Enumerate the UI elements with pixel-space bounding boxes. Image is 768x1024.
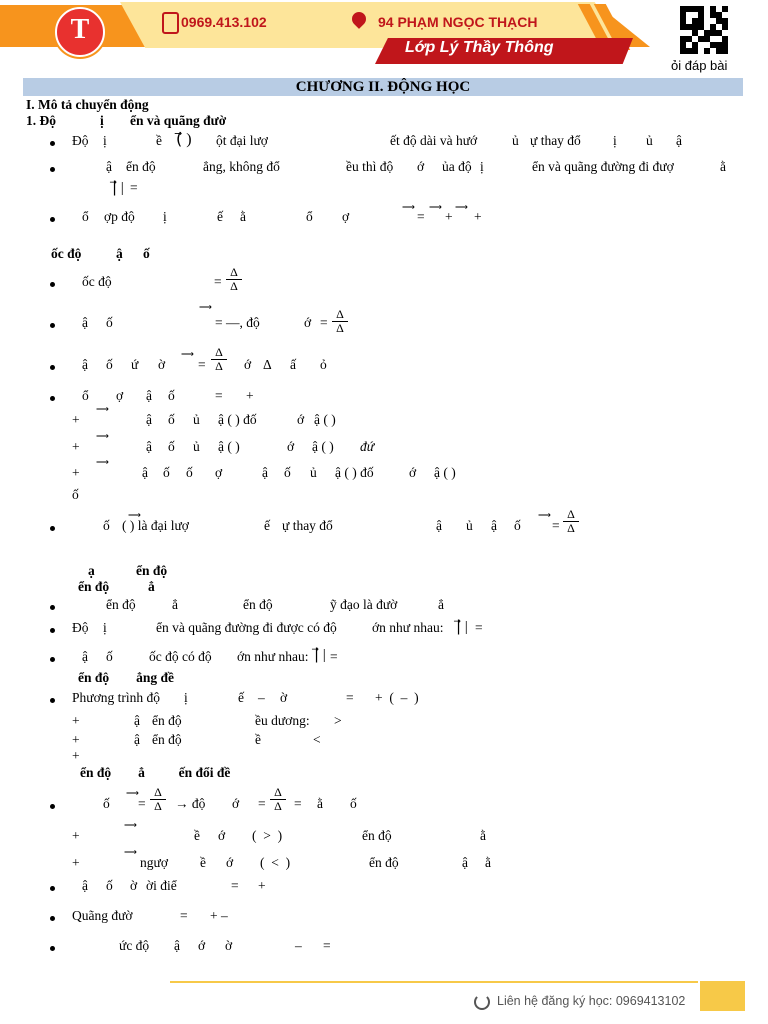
vector-arrow: ⟶ (96, 431, 109, 441)
subsection-heading: ển độ ẳ ến đổi đề (80, 765, 231, 780)
text-fragment: < (313, 732, 321, 747)
text-fragment: Δ (263, 357, 272, 372)
text-fragment: ủ (466, 518, 473, 533)
text-fragment: = (346, 690, 354, 705)
bullet-icon (50, 141, 55, 146)
vector-arrow: ⟶ (402, 202, 415, 212)
text-fragment: + (258, 878, 266, 893)
text-fragment: – (295, 938, 302, 953)
fraction: $\frac{\Delta}{\Delta}$ (563, 508, 579, 535)
text-fragment: ậ (436, 518, 442, 533)
text-fragment: ( ) là đại lượ (122, 518, 189, 533)
text-fragment: ờ (130, 878, 138, 893)
text-fragment: ậ ( ) đố (218, 412, 257, 427)
text-fragment: ị (103, 620, 107, 635)
phone-icon (162, 12, 179, 34)
text-fragment: ức độ (119, 938, 150, 953)
fraction: $\frac{\Delta}{\Delta}$ (211, 346, 227, 373)
text-fragment: ờ (225, 938, 233, 953)
text-fragment: ố (103, 796, 110, 811)
text-fragment: = (214, 274, 222, 289)
text-fragment: = (323, 938, 331, 953)
text-fragment: ấ (290, 357, 296, 372)
text-fragment: ớ (304, 315, 312, 330)
text-fragment: ( > ) (252, 828, 283, 843)
text-fragment: ủ (193, 439, 200, 454)
text-fragment: ời điể (146, 878, 177, 893)
text-fragment: ờ (280, 690, 288, 705)
bullet-icon (50, 323, 55, 328)
text-fragment: ị (184, 690, 188, 705)
text-fragment: + (72, 855, 80, 870)
text-fragment: + (72, 713, 80, 728)
subsection-heading: ạ (88, 563, 95, 578)
text-fragment: ậ ( ) (314, 412, 336, 427)
text-fragment: ột đại lượ (216, 133, 268, 148)
text-fragment: ậ ( ) (312, 439, 334, 454)
text-fragment: + (72, 439, 80, 454)
text-fragment: ậ ( ) (218, 439, 240, 454)
bullet-icon (50, 167, 55, 172)
bullet-icon (50, 946, 55, 951)
text-fragment: Độ (72, 620, 89, 635)
page-header (0, 0, 768, 80)
qr-caption: ỏi đáp bài (671, 58, 728, 73)
text-fragment: + (72, 828, 80, 843)
text-fragment: ậ (134, 732, 140, 747)
text-fragment: = (180, 908, 188, 923)
text-fragment: ỏ (320, 357, 327, 372)
text-fragment: ớ (218, 828, 226, 843)
text-fragment: ậ (82, 878, 88, 893)
text-fragment: ớ (417, 159, 425, 174)
text-fragment: ẳ (172, 597, 178, 612)
text-fragment: ớn như nhau: (237, 649, 309, 664)
text-fragment: ờ (158, 357, 166, 372)
subsection-heading: ố (143, 246, 150, 261)
text-fragment: ủ (193, 412, 200, 427)
text-fragment: ớ (297, 412, 305, 427)
text-fragment: ị (480, 159, 484, 174)
text-fragment: ợp độ (104, 209, 135, 224)
phone-icon (474, 994, 490, 1010)
text-fragment: ề (200, 855, 206, 870)
text-fragment: ế (264, 518, 270, 533)
bullet-icon (50, 217, 55, 222)
text-fragment: = (330, 649, 338, 664)
text-fragment: ố (106, 357, 113, 372)
bullet-icon (50, 886, 55, 891)
subsection-heading: ển độ ẳng đề (78, 670, 175, 685)
vector-bracket: (⃗ ) (176, 131, 192, 148)
text-fragment: ề (194, 828, 200, 843)
qr-code-icon[interactable] (680, 6, 728, 54)
brand-logo: T (55, 7, 105, 57)
text-fragment: ển độ (362, 828, 392, 843)
text-fragment: ớ (232, 796, 240, 811)
text-fragment: ậ (462, 855, 468, 870)
text-fragment: ố (163, 465, 170, 480)
text-fragment: ( < ) (260, 855, 291, 870)
text-fragment: ỹ đạo là đườ (330, 597, 398, 612)
text-fragment: ớ (226, 855, 234, 870)
text-fragment: ự thay đổ (282, 518, 333, 533)
text-fragment: ậ (106, 159, 112, 174)
text-fragment: ố (186, 465, 193, 480)
text-fragment: ế (238, 690, 244, 705)
text-fragment: + (72, 412, 80, 427)
text-fragment: ị (613, 133, 617, 148)
text-fragment: ậ ( ) (434, 465, 456, 480)
text-fragment: ợ (342, 209, 350, 224)
text-fragment: ngượ (140, 855, 168, 870)
text-fragment: = —, độ (215, 315, 260, 330)
text-fragment: ố (103, 518, 110, 533)
text-fragment: = (552, 518, 560, 533)
text-fragment: ậ (142, 465, 148, 480)
text-fragment: ốc độ (82, 274, 112, 289)
text-fragment: ển và quãng đường đi đượ (532, 159, 674, 174)
text-fragment: ề (255, 732, 261, 747)
text-fragment: ị (163, 209, 167, 224)
text-fragment: = (294, 796, 302, 811)
text-fragment: ớ (287, 439, 295, 454)
text-fragment: ố (514, 518, 521, 533)
vector-arrow: ⟶ (96, 457, 109, 467)
subsection-heading: ẳ (148, 579, 155, 594)
text-fragment: ủ (310, 465, 317, 480)
text-fragment: Quãng đườ (72, 908, 133, 923)
bullet-icon (50, 365, 55, 370)
text-fragment: ậ (676, 133, 682, 148)
text-fragment: = (138, 796, 146, 811)
text-fragment: ẳ (438, 597, 444, 612)
fraction: $\frac{\Delta}{\Delta}$ (226, 266, 242, 293)
fraction: $\frac{\Delta}{\Delta}$ (332, 308, 348, 335)
text-fragment: ố (106, 315, 113, 330)
bullet-icon (50, 628, 55, 633)
footer-accent-block (700, 981, 745, 1011)
text-fragment: ố (284, 465, 291, 480)
text-fragment: ều thì độ (346, 159, 394, 174)
footer-divider (170, 981, 698, 983)
text-fragment: ậ (262, 465, 268, 480)
text-fragment: ợ (215, 465, 223, 480)
text-fragment: ết độ dài và hướ (390, 133, 478, 148)
text-fragment: ẳng, không đổ (203, 159, 280, 174)
text-fragment: ằ (480, 828, 486, 843)
text-fragment: ển độ (106, 597, 136, 612)
text-fragment: + (445, 209, 453, 224)
text-fragment: ợ (116, 388, 124, 403)
bullet-icon (50, 698, 55, 703)
text-fragment: + (474, 209, 482, 224)
section-heading: I. Mô tả chuyển động (26, 97, 149, 112)
text-fragment: = (320, 315, 328, 330)
text-fragment: ốc độ có độ (149, 649, 212, 664)
text-fragment: ậ (82, 315, 88, 330)
text-fragment: ế (217, 209, 223, 224)
footer-contact: Liên hệ đăng ký học: 0969413102 (497, 994, 686, 1008)
vector-arrow: ⟶ (128, 510, 141, 520)
vector-arrow: ⟶ (538, 510, 551, 520)
vector-magnitude: |⃗ | (456, 619, 468, 635)
header-address: 94 PHẠM NGỌC THẠCH (378, 14, 538, 30)
text-fragment: ển độ (243, 597, 273, 612)
text-fragment: ị (103, 133, 107, 148)
header-phone: 0969.413.102 (181, 14, 267, 30)
chapter-title: CHƯƠNG II. ĐỘNG HỌC (295, 79, 471, 95)
text-fragment: ển và quãng đường đi được có độ (156, 620, 337, 635)
text-fragment: > (334, 713, 342, 728)
text-fragment: ủ (512, 133, 519, 148)
chapter-title-bar (23, 78, 743, 96)
text-fragment: ển độ (152, 713, 182, 728)
text-fragment: Phương trình độ (72, 690, 160, 705)
text-fragment: đứ (360, 439, 375, 454)
text-fragment: ằ (317, 796, 323, 811)
text-fragment: ự thay đổ (530, 133, 581, 148)
text-fragment: ố (72, 487, 79, 502)
text-fragment: ậ (174, 938, 180, 953)
vector-arrow: ⟶ (429, 202, 442, 212)
bullet-icon (50, 605, 55, 610)
text-fragment: = (198, 357, 206, 372)
text-fragment: ề (156, 133, 162, 148)
text-fragment: ậ (146, 388, 152, 403)
fraction: $\frac{\Delta}{\Delta}$ (270, 786, 286, 813)
bullet-icon (50, 526, 55, 531)
subsection-heading: ển độ (78, 579, 110, 594)
text-fragment: ố (168, 388, 175, 403)
subsection-heading: ốc độ (51, 246, 82, 261)
vector-arrow: ⟶ (199, 302, 212, 312)
vector-arrow: ⟶ (124, 847, 137, 857)
text-fragment: ển độ (152, 732, 182, 747)
text-fragment: ớ (409, 465, 417, 480)
text-fragment: ủa độ (442, 159, 472, 174)
text-fragment: ố (350, 796, 357, 811)
text-fragment: ậ (82, 357, 88, 372)
text-fragment: = (231, 878, 239, 893)
vector-arrow: ⟶ (96, 404, 109, 414)
subsection-heading: ậ (116, 246, 123, 261)
text-fragment: ố (168, 412, 175, 427)
text-fragment: ậ (146, 439, 152, 454)
text-fragment: ủ (646, 133, 653, 148)
text-fragment: ậ (82, 649, 88, 664)
text-fragment: ố (168, 439, 175, 454)
text-fragment: ớn như nhau: (372, 620, 444, 635)
text-fragment: ớ (198, 938, 206, 953)
text-fragment: + (246, 388, 254, 403)
vector-magnitude: |⃗ | (314, 647, 326, 663)
text-fragment: + ( – ) (375, 690, 419, 705)
text-fragment: ậ (491, 518, 497, 533)
text-fragment: ổ (306, 209, 313, 224)
text-fragment: ứ (131, 357, 139, 372)
text-fragment: = (475, 620, 483, 635)
text-fragment: ậ (134, 713, 140, 728)
fraction: $\frac{\Delta}{\Delta}$ (150, 786, 166, 813)
text-fragment: ớ (244, 357, 252, 372)
bullet-icon (50, 916, 55, 921)
bullet-icon (50, 657, 55, 662)
text-fragment: = (215, 388, 223, 403)
text-fragment: = (130, 180, 138, 195)
text-fragment: + (72, 465, 80, 480)
vector-arrow: ⟶ (124, 820, 137, 830)
bullet-icon (50, 804, 55, 809)
text-fragment: → độ (175, 796, 206, 811)
text-fragment: = (258, 796, 266, 811)
text-fragment: = (417, 209, 425, 224)
subsection-heading: ển độ (136, 563, 168, 578)
vector-arrow: ⟶ (181, 349, 194, 359)
text-fragment: ằ (720, 159, 726, 174)
vector-magnitude: |⃗ | (112, 180, 124, 196)
vector-arrow: ⟶ (126, 788, 139, 798)
text-fragment: ố (106, 878, 113, 893)
text-fragment: ố (106, 649, 113, 664)
bullet-icon (50, 282, 55, 287)
text-fragment: + (72, 732, 80, 747)
text-fragment: ậ ( ) đố (335, 465, 374, 480)
text-fragment: – (258, 690, 265, 705)
text-fragment: ổ (82, 209, 89, 224)
text-fragment: ều dương: (255, 713, 310, 728)
text-fragment: ển và quãng đườ (130, 113, 227, 128)
subsection-heading: 1. Độ (26, 113, 56, 128)
bullet-icon (50, 396, 55, 401)
text-fragment: ằ (240, 209, 246, 224)
text-fragment: ổ (82, 388, 89, 403)
vector-arrow: ⟶ (455, 202, 468, 212)
text-fragment: ằ (485, 855, 491, 870)
text-fragment: ậ (146, 412, 152, 427)
text-fragment: ển độ (369, 855, 399, 870)
text-fragment: ị (100, 113, 104, 128)
text-fragment: + (72, 748, 80, 763)
text-fragment: + – (210, 908, 228, 923)
text-fragment: ển độ (126, 159, 156, 174)
header-tagline: Lớp Lý Thầy Thông (405, 39, 554, 56)
text-fragment: Độ (72, 133, 89, 148)
